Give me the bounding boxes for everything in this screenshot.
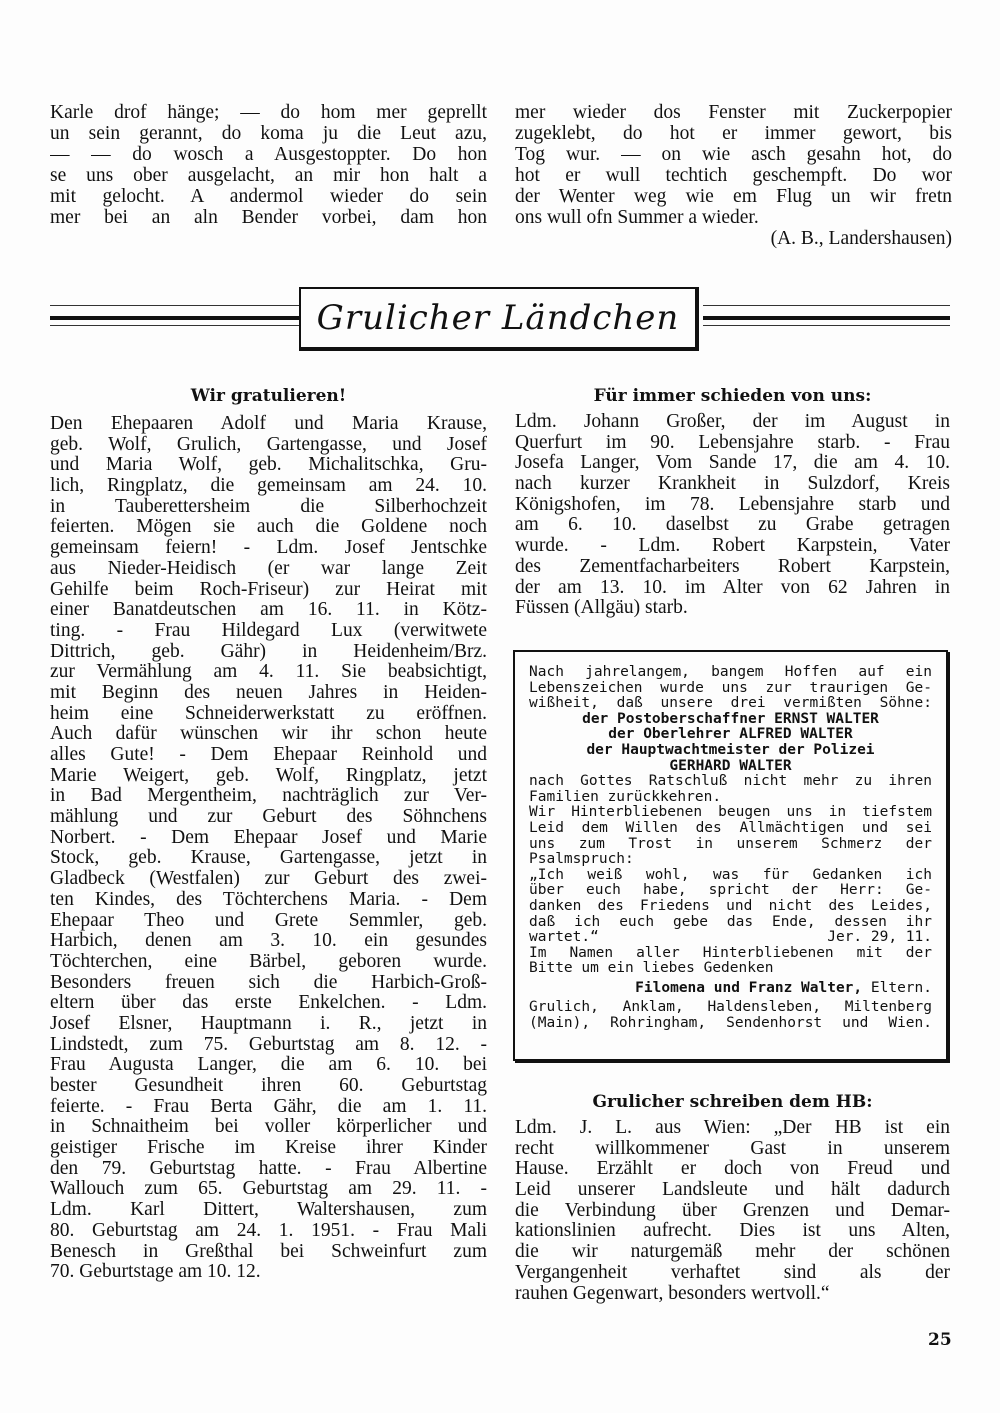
text-line: in Tauberettersheim die Silberhochzeit xyxy=(50,496,487,517)
text-line: über euch habe, spricht der Herr: Ge- xyxy=(529,883,932,899)
text-line: Vergangenheit verhaftet sind als der xyxy=(515,1262,950,1283)
memorial-notice xyxy=(513,650,948,1061)
text-line: (Main), Rohringham, Sendenhorst und Wien. xyxy=(529,1016,932,1032)
text-line: der Hauptwachtmeister der Polizei xyxy=(586,742,875,758)
text-line: Ehepaar Theo und Grete Semmler, geb. xyxy=(50,910,487,931)
text-line: Bitte um ein liebes Gedenken xyxy=(529,961,774,977)
text-line: 70. Geburtstage am 10. 12. xyxy=(50,1262,261,1283)
text-line: zur Vermählung am 4. 11. Sie beabsichtigt, xyxy=(50,662,487,683)
text-line: ting. - Frau Hildegard Lux (verwitwete xyxy=(50,620,487,641)
text-line: Querfurt im 90. Lebensjahre starb. - Frau xyxy=(515,432,950,453)
text-line: Gladbeck (Westfalen) zur Geburt des zwei- xyxy=(50,869,487,890)
text-line: Leid dem Willen des Allmächtigen und sei xyxy=(529,820,932,836)
text-line: danken des Friedens und nicht des Leides, xyxy=(529,898,932,914)
text-line: der Postoberschaffner ERNST WALTER xyxy=(582,711,879,727)
text-line: ten Kindes, des Töchterchens Maria. - Dem xyxy=(50,889,487,910)
text-line: einer Banatdeutschen am 16. 11. in Kötz- xyxy=(50,600,487,621)
top-left-column xyxy=(50,102,487,228)
signers-role: Eltern. xyxy=(870,980,932,996)
notice-p1 xyxy=(529,774,932,805)
text-line: Josef Elsner, Hauptmann i. R., jetzt in xyxy=(50,1013,487,1034)
text-line: Lindstedt, zum 75. Geburtstag am 8. 12. - xyxy=(50,1034,487,1055)
text-line: recht willkommener Gast in unserem xyxy=(515,1138,950,1159)
page-number: 25 xyxy=(928,1330,952,1350)
text-line: Dittrich, geb. Gähr) in Heidenheim/Brz. xyxy=(50,641,487,662)
text-line: 80. Geburtstag am 24. 1. 1951. - Frau Mali xyxy=(50,1220,487,1241)
section-title: Grulicher Ländchen xyxy=(316,298,680,338)
congrats-heading: Wir gratulieren! xyxy=(190,386,347,406)
text-line: un sein gerannt, do koma ju die Leut azu, xyxy=(50,123,487,144)
text-line: Harbich, denen am 3. 10. ein gesundes xyxy=(50,931,487,952)
text-line: der Wenter weg wie em Flug un wir fretn xyxy=(515,186,952,207)
text-line: gemeinsam feiern! - Ldm. Josef Jentschke xyxy=(50,538,487,559)
text-line: Wir Hinterbliebenen beugen uns in tiefstem xyxy=(529,805,932,821)
text-line: Josefa Langer, Vom Sande 17, die am 4. 10. xyxy=(515,453,950,474)
notice-p2 xyxy=(529,805,932,867)
divider-line xyxy=(50,305,299,306)
obituaries-heading: Für immer schieden von uns: xyxy=(593,386,872,406)
text-line: daß ich euch gebe das Ende, dessen ihr xyxy=(529,914,932,930)
text-line: wurde. - Ldm. Robert Karpstein, Vater xyxy=(515,536,950,557)
text-line: in Bad Mergentheim, nachträglich zur Ver- xyxy=(50,786,487,807)
text-line: Lebenszeichen wurde uns zur traurigen Ge- xyxy=(529,680,932,696)
text-line: zugeklebt, do hot er immer gewort, bis xyxy=(515,123,952,144)
text-line: die wir naturgemäß mehr der schönen xyxy=(515,1242,950,1263)
text-line: heim eine Schneiderwerkstatt zu eröffnen. xyxy=(50,703,487,724)
quote-reference: Jer. 29, 11. xyxy=(827,930,932,946)
text-line: Ldm. Johann Großer, der im August in xyxy=(515,412,950,432)
text-line: uns zum Trost in unserem Schmerz der xyxy=(529,836,932,852)
text-line: wißheit, daß unsere drei vermißten Söhne: xyxy=(529,696,932,712)
text-line: Leid unserer Landsleute und hält dadurch xyxy=(515,1180,950,1201)
text-line: Frau Augusta Langer, die am 6. 10. bei xyxy=(50,1055,487,1076)
text-line: geb. Wolf, Grulich, Gartengasse, und Josef xyxy=(50,434,487,455)
text-line: se uns ober ausgelacht, an mir hon halt a xyxy=(50,165,487,186)
text-line: — — do wosch a Ausgestoppter. Do hon xyxy=(50,144,487,165)
text-line: feierten. Mögen sie auch die Goldene noch xyxy=(50,517,487,538)
notice-quote xyxy=(529,868,932,930)
text-line: mer bei an aln Bender vorbei, dam hon xyxy=(50,207,487,228)
text-line: Benesch in Greßthal bei Schweinfurt zum xyxy=(50,1241,487,1262)
text-line: kationslinien aufrecht. Dies ist uns Alten, xyxy=(515,1221,950,1242)
text-line: des Zementfacharbeiters Robert Karpstein, xyxy=(515,556,950,577)
text-line: Königshofen, im 78. Lebensjahre starb und xyxy=(515,494,950,515)
letters-heading: Grulicher schreiben dem HB: xyxy=(592,1092,873,1112)
obituaries-section xyxy=(515,386,950,619)
signers: Filomena und Franz Walter, xyxy=(635,980,863,996)
divider-line xyxy=(703,305,950,306)
text-line: Wallouch zum 65. Geburtstag am 29. 11. - xyxy=(50,1179,487,1200)
text-line: Ldm. J. L. aus Wien: „Der HB ist ein xyxy=(515,1118,950,1138)
obituaries-text xyxy=(515,412,950,619)
text-line: Ldm. Karl Dittert, Waltershausen, zum xyxy=(50,1200,487,1221)
quote-end: wartet.“ xyxy=(529,930,599,946)
text-line: Tog wur. — on wie asch gesahn hot, do xyxy=(515,144,952,165)
quote-end-line xyxy=(529,930,932,946)
notice-names xyxy=(529,712,932,774)
text-line: Auch dafür wünschen wir ihr schon heute xyxy=(50,724,487,745)
text-line: Marie Weigert, geb. Wolf, Ringplatz, jetzt xyxy=(50,765,487,786)
text-line: nach kurzer Krankheit in Sulzdorf, Kreis xyxy=(515,474,950,495)
text-line: in Schnaitheim bei voller körperlicher und xyxy=(50,1117,487,1138)
text-line: Füssen (Allgäu) starb. xyxy=(515,598,688,619)
top-signature: (A. B., Landershausen) xyxy=(770,228,952,249)
text-line: und Maria Wolf, geb. Michalitschka, Gru- xyxy=(50,455,487,476)
notice-p3 xyxy=(529,946,932,977)
text-line: Familien zurückkehren. xyxy=(529,789,722,805)
text-line: lich, Ringplatz, die gemeinsam am 24. 10. xyxy=(50,476,487,497)
text-line: Norbert. - Dem Ehepaar Josef und Marie xyxy=(50,827,487,848)
text-line: Nach jahrelangem, bangem Hoffen auf ein xyxy=(529,665,932,680)
text-line: die Verbindung über Grenzen und Demar- xyxy=(515,1200,950,1221)
signers-line xyxy=(529,981,932,997)
divider-line xyxy=(703,325,950,326)
notice-places xyxy=(529,1000,932,1031)
text-line: feierte. - Frau Berta Gähr, die am 1. 11. xyxy=(50,1096,487,1117)
letters-text xyxy=(515,1118,950,1304)
congrats-text xyxy=(50,414,487,1283)
section-title-box xyxy=(299,287,699,351)
text-line: Psalmspruch: xyxy=(529,852,634,868)
text-line: alles Gute! - Dem Ehepaar Reinhold und xyxy=(50,745,487,765)
text-line: Hause. Erzählt er doch von Freud und xyxy=(515,1159,950,1180)
text-line: aus Nieder-Heidisch (er war lange Zeit xyxy=(50,558,487,579)
text-line: mit gelocht. A andermol wieder do sein xyxy=(50,186,487,207)
text-line: den 79. Geburtstag hatte. - Frau Albertine xyxy=(50,1158,487,1179)
text-line: GERHARD WALTER xyxy=(669,758,792,774)
text-line: Im Namen aller Hinterbliebenen mit der xyxy=(529,945,932,961)
top-right-text xyxy=(515,102,952,228)
text-line: der Oberlehrer ALFRED WALTER xyxy=(608,727,853,743)
top-right-column xyxy=(515,102,952,249)
text-line: mit Beginn des neuen Jahres in Heiden- xyxy=(50,682,487,703)
text-line: Töchterchen, eine Bärbel, geboren wurde. xyxy=(50,951,487,972)
text-line: mählung und zur Geburt des Söhnchens xyxy=(50,807,487,828)
text-line: Stock, geb. Krause, Gartengasse, jetzt in xyxy=(50,848,487,869)
text-line: Den Ehepaaren Adolf und Maria Krause, xyxy=(50,414,487,434)
text-line: am 6. 10. daselbst zu Grabe getragen xyxy=(515,515,950,536)
notice-intro xyxy=(529,665,932,712)
text-line: Besonders freuen sich die Harbich-Groß- xyxy=(50,972,487,993)
text-line: ons wull ofn Summer a wieder. xyxy=(515,207,759,228)
text-line: Grulich, Anklam, Haldensleben, Miltenberg xyxy=(529,1000,932,1016)
text-line: Karle drof hänge; — do hom mer geprellt xyxy=(50,102,487,123)
letters-section xyxy=(515,1092,950,1304)
text-line: hot er wull techtich geschempft. Do wor xyxy=(515,165,952,186)
text-line: der am 13. 10. im Alter von 62 Jahren in xyxy=(515,577,950,598)
text-line: mer wieder dos Fenster mit Zuckerpopier xyxy=(515,102,952,123)
text-line: bester Gesundheit ihren 60. Geburtstag xyxy=(50,1076,487,1096)
text-line: nach Gottes Ratschluß nicht mehr zu ihren xyxy=(529,774,932,790)
divider-line xyxy=(50,316,299,320)
text-line: eltern über das erste Enkelchen. - Ldm. xyxy=(50,993,487,1014)
text-line: geistiger Frische im Kreise ihrer Kinder xyxy=(50,1138,487,1159)
divider-line xyxy=(703,316,950,320)
text-line: Gehilfe beim Roch-Friseur) zur Heirat mit xyxy=(50,579,487,600)
divider-line xyxy=(50,325,299,326)
text-line: „Ich weiß wohl, was für Gedanken ich xyxy=(529,867,932,883)
congratulations-section xyxy=(50,386,487,1283)
text-line: rauhen Gegenwart, besonders wertvoll.“ xyxy=(515,1283,830,1304)
